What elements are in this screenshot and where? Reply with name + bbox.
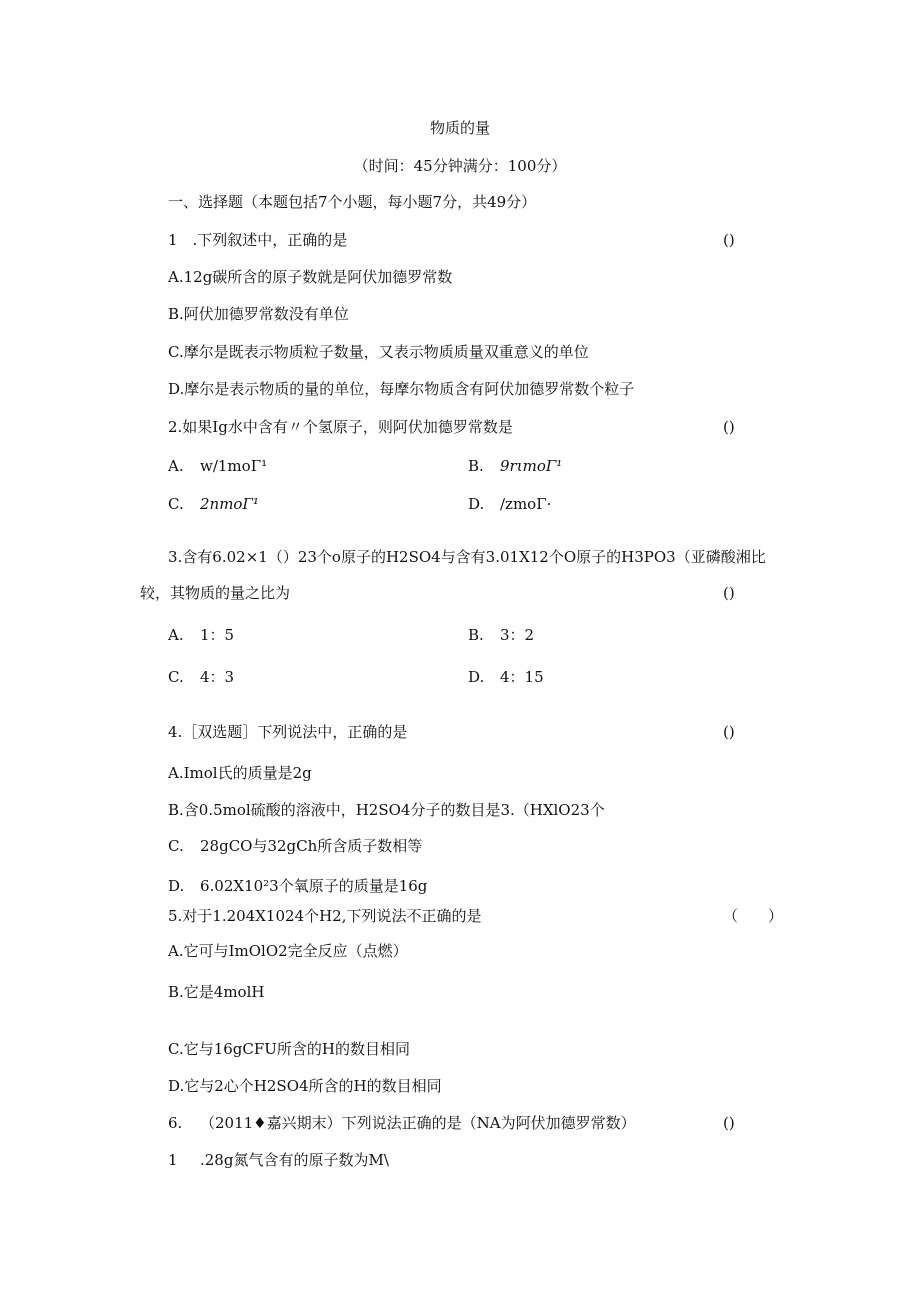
q5-stem: 5.对于1.204X1024个H2,下列说法不正确的是 xyxy=(168,907,482,925)
q3-option-a-text: 1：5 xyxy=(200,626,235,644)
q3-stem-line1: 3.含有6.02×1（）23个o原子的H2SO4与含有3.01X12个O原子的H3PO3（亚磷酸湘比 xyxy=(168,548,766,566)
q6-stem: （2011♦嘉兴期末）下列说法正确的是（NA为阿伏加德罗常数） xyxy=(200,1114,636,1132)
q2-answer-paren: () xyxy=(723,418,735,436)
q5-option-a: A.它可与ImOlO2完全反应（点燃） xyxy=(168,942,408,960)
q2-option-b-text: 9rιmoΓ¹ xyxy=(500,457,563,475)
q2-option-a xyxy=(168,456,267,476)
q4-option-b: B.含0.5mol硫酸的溶液中，H2SO4分子的数目是3.（HXlO23个 xyxy=(168,801,605,819)
q6-option-1-text: .28g氮气含有的原子数为M\ xyxy=(200,1151,389,1169)
q2-option-c xyxy=(168,494,259,514)
q4-option-d xyxy=(168,876,427,896)
q3-option-c xyxy=(168,667,234,687)
q3-option-b xyxy=(468,625,534,645)
q3-stem-line2: 较，其物质的量之比为 xyxy=(140,584,291,602)
section-heading: 一、选择题（本题包括7个小题，每小题7分，共49分） xyxy=(168,193,537,211)
q2-option-c-label: C. xyxy=(168,495,184,513)
page-subtitle: （时间：45分钟满分：100分） xyxy=(353,157,567,175)
q6-answer-paren: () xyxy=(723,1114,735,1132)
q2-option-c-text: 2nmoΓ¹ xyxy=(200,495,259,513)
q4-option-a: A.Imol氏的质量是2g xyxy=(168,764,312,782)
q3-option-b-text: 3：2 xyxy=(500,626,535,644)
q2-option-d xyxy=(468,494,551,514)
q2-stem: 2.如果Ig水中含有〃个氢原子，则阿伏加德罗常数是 xyxy=(168,418,513,436)
q4-option-c-text: 28gCO与32gCh所含质子数相等 xyxy=(200,837,423,855)
q2-option-d-text: ∕zmoΓ· xyxy=(500,495,552,513)
q3-option-c-label: C. xyxy=(168,668,184,686)
q4-option-d-text: 6.02X10²3个氧原子的质量是16g xyxy=(200,877,428,895)
q1-stem: 1 .下列叙述中，正确的是 xyxy=(168,231,348,249)
q1-option-d: D.摩尔是表示物质的量的单位，每摩尔物质含有阿伏加德罗常数个粒子 xyxy=(168,380,635,398)
page-title: 物质的量 xyxy=(429,119,490,137)
q3-option-a xyxy=(168,625,234,645)
q6-option-1-number: 1 xyxy=(168,1151,178,1169)
q3-option-b-label: B. xyxy=(468,626,484,644)
q2-option-b xyxy=(468,456,562,476)
q2-option-a-text: w/1moΓ¹ xyxy=(200,457,268,475)
q4-stem: 4.［双选题］下列说法中，正确的是 xyxy=(168,723,408,741)
q3-answer-paren: () xyxy=(723,584,735,602)
q2-option-a-label: A. xyxy=(168,457,184,475)
q1-option-c: C.摩尔是既表示物质粒子数量，又表示物质质量双重意义的单位 xyxy=(168,343,589,361)
q6-stem-line xyxy=(168,1113,636,1133)
q1-option-b: B.阿伏加德罗常数没有单位 xyxy=(168,305,349,323)
q4-option-c xyxy=(168,836,422,856)
q5-answer-paren: （ ） xyxy=(723,907,784,925)
q5-option-b: B.它是4molH xyxy=(168,983,265,1001)
q5-option-d: D.它与2心个H2SO4所含的H的数目相同 xyxy=(168,1077,442,1095)
q4-option-c-label: C. xyxy=(168,837,184,855)
q1-answer-paren: () xyxy=(723,231,735,249)
q3-option-d-label: D. xyxy=(468,668,485,686)
q5-option-c: C.它与16gCFU所含的H的数目相同 xyxy=(168,1040,411,1058)
q6-option-1 xyxy=(168,1150,389,1170)
q2-option-b-label: B. xyxy=(468,457,484,475)
q1-option-a: A.12g碳所含的原子数就是阿伏加德罗常数 xyxy=(168,268,453,286)
q6-number: 6. xyxy=(168,1114,183,1132)
q4-answer-paren: () xyxy=(723,723,735,741)
q4-option-d-label: D. xyxy=(168,877,185,895)
q3-option-a-label: A. xyxy=(168,626,184,644)
q3-option-d xyxy=(468,667,544,687)
q3-option-d-text: 4：15 xyxy=(500,668,544,686)
q3-option-c-text: 4：3 xyxy=(200,668,235,686)
q2-option-d-label: D. xyxy=(468,495,485,513)
